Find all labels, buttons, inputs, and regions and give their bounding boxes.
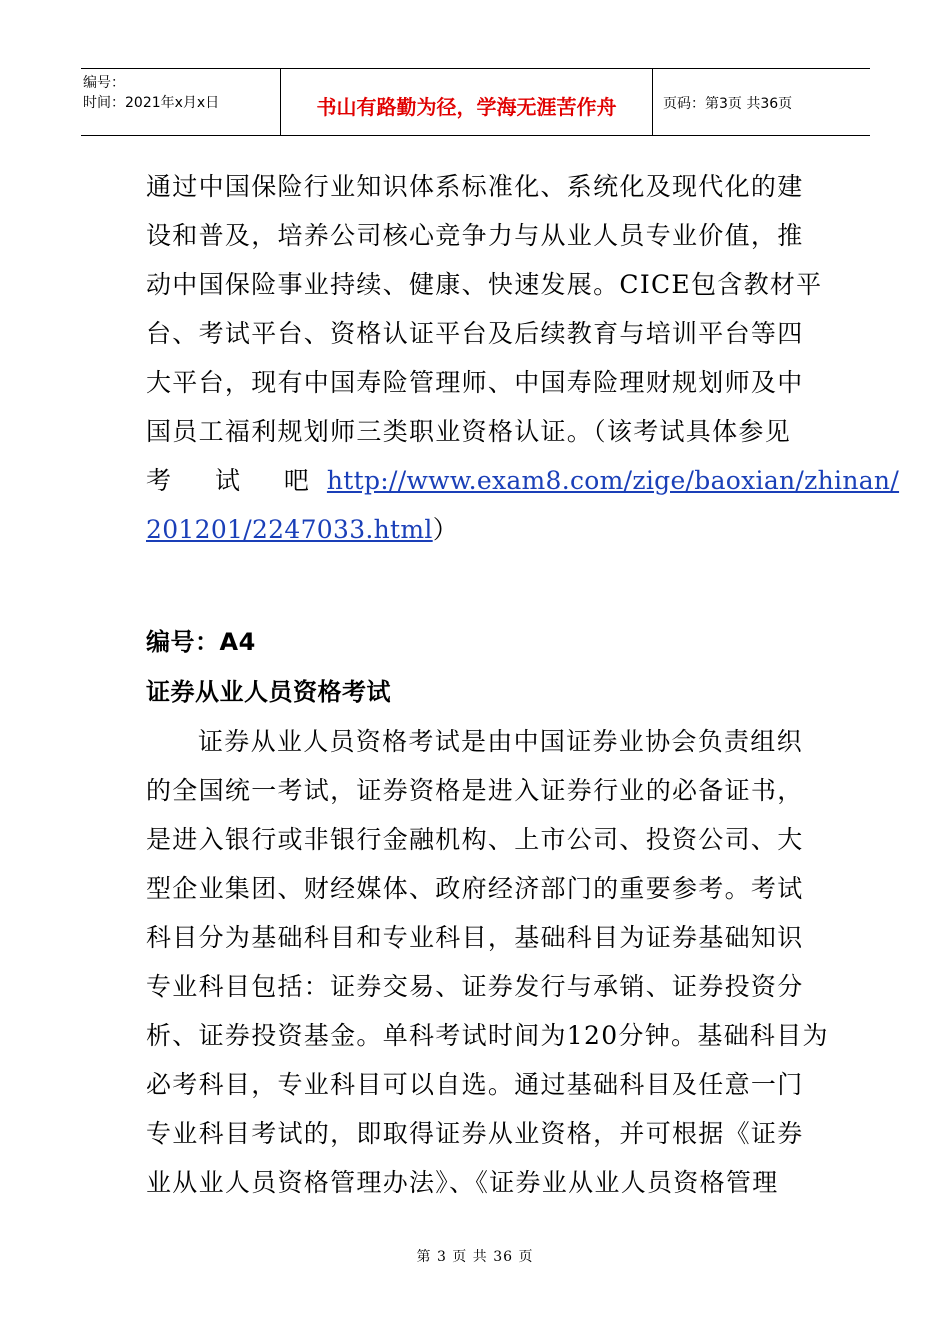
reference-link-continued[interactable]: 201201/2247033.html — [146, 515, 433, 544]
paragraph-line: 必考科目，专业科目可以自选。通过基础科目及任意一门 — [146, 1070, 804, 1099]
header-number-label: 编号： — [83, 75, 125, 91]
header-time-label: 时间：2021年x月x日 — [83, 95, 220, 111]
paragraph-line: 通过中国保险行业知识体系标准化、系统化及现代化的建 — [146, 172, 804, 201]
paragraph-line: 设和普及，培养公司核心竞争力与从业人员专业价值，推 — [146, 221, 804, 250]
document-body — [146, 162, 900, 1207]
paragraph-line: 业从业人员资格管理办法》、《证券业从业人员资格管理 — [146, 1168, 779, 1197]
paragraph-line: 动中国保险事业持续、健康、快速发展。CICE包含教材平 — [146, 270, 823, 299]
reference-line — [146, 456, 900, 505]
page-footer: 第 3 页 共 36 页 — [416, 1249, 534, 1265]
paragraph-line: 是进入银行或非银行金融机构、上市公司、投资公司、大 — [146, 825, 804, 854]
paragraph-line: 专业科目包括：证券交易、证券发行与承销、证券投资分 — [146, 972, 804, 1001]
paragraph-line: 的全国统一考试，证券资格是进入证券行业的必备证书， — [146, 776, 804, 805]
header-page-info: 页码：第3页 共36页 — [663, 96, 793, 112]
paragraph-line: 析、证券投资基金。单科考试时间为120分钟。基础科目为 — [146, 1021, 829, 1050]
paragraph-line: 证券从业人员资格考试是由中国证券业协会负责组织 — [198, 727, 803, 756]
page-header — [81, 68, 870, 136]
paragraph-line: 科目分为基础科目和专业科目，基础科目为证券基础知识 — [146, 923, 804, 952]
section-title: 证券从业人员资格考试 — [146, 678, 391, 706]
paragraph-line: 台、考试平台、资格认证平台及后续教育与培训平台等四 — [146, 319, 804, 348]
header-meta-cell — [81, 69, 281, 135]
header-motto: 书山有路勤为径，学海无涯苦作舟 — [281, 69, 653, 135]
paragraph-line: 大平台，现有中国寿险管理师、中国寿险理财规划师及中 — [146, 368, 804, 397]
reference-suffix: ） — [432, 515, 460, 544]
paragraph-line: 国员工福利规划师三类职业资格认证。（该考试具体参见 — [146, 417, 792, 446]
paragraph-line: 专业科目考试的，即取得证券从业资格，并可根据《证券 — [146, 1119, 804, 1148]
reference-prefix: 考 试 吧 — [146, 466, 327, 495]
reference-line-2 — [146, 505, 806, 554]
paragraph-line: 型企业集团、财经媒体、政府经济部门的重要参考。考试 — [146, 874, 804, 903]
section-number: 编号：A4 — [146, 628, 256, 656]
reference-link[interactable]: http://www.exam8.com/zige/baoxian/zhinan/ — [326, 466, 900, 495]
